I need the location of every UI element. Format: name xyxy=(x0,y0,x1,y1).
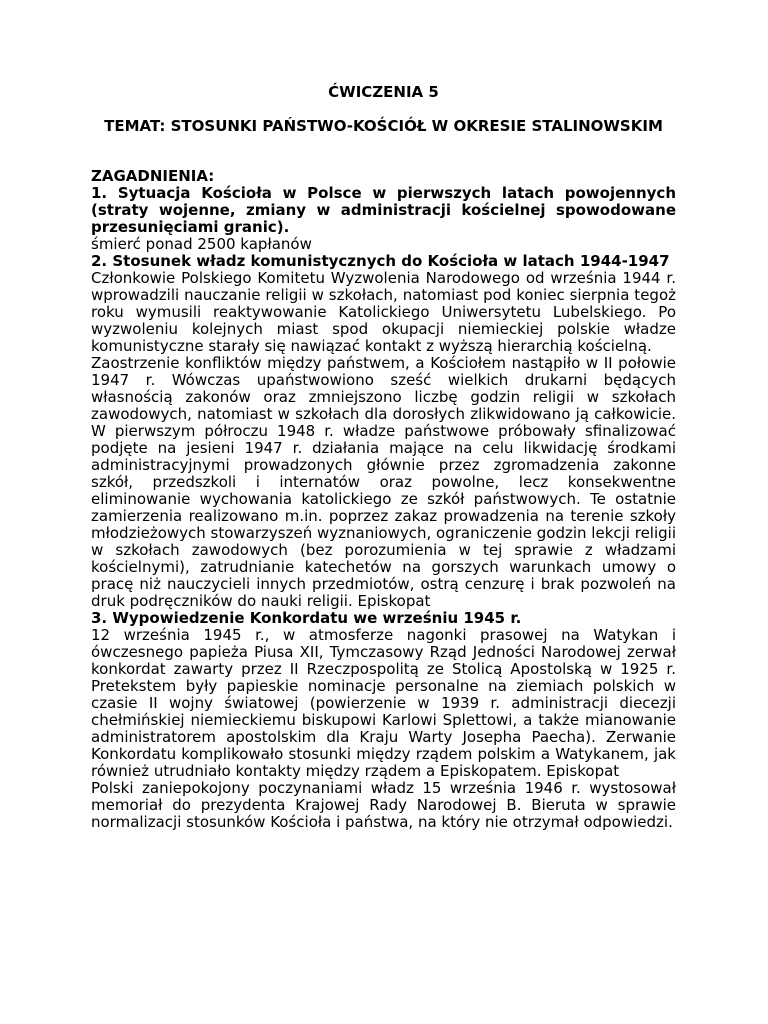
section-2-paragraph-3: w szkołach zawodowych (bez porozumienia w tej sprawie z władzami kościelnymi), zatrudnianie katechetów na gorszych warunkach umowy o pracę niż nauczycieli innych przedmiotów, ostrą cenzurę i brak pozwoleń na druk podręczników do nauki religii. Episkopat xyxy=(91,541,676,610)
section-3-paragraph-2: Polski zaniepokojony poczynaniami władz 15 września 1946 r. wystosował memoriał do prezydenta Krajowej Rady Narodowej B. Bieruta w sprawie normalizacji stosunków Kościoła i państwa, na który nie otrzymał odpowiedzi. xyxy=(91,779,676,831)
document-page xyxy=(91,84,676,831)
section-2-paragraph-1: Członkowie Polskiego Komitetu Wyzwolenia Narodowego od września 1944 r. wprowadzili nauczanie religii w szkołach, natomiast pod koniec sierpnia tegoż roku wymusili reaktywowanie Katolickiego Uniwersytetu Lubelskiego. Po wyzwoleniu kolejnych miast spod okupacji niemieckiej polskie władze komunistyczne starały się nawiązać kontakt z wyższą hierarchią kościelną. xyxy=(91,269,676,355)
section-2-paragraph-2: Zaostrzenie konfliktów między państwem, a Kościołem nastąpiło w II połowie 1947 r. Wówczas upaństwowiono sześć wielkich drukarni będących własnością zakonów oraz zmniejszono liczbę godzin religii w szkołach zawodowych, natomiast w szkołach dla dorosłych zlikwidowano ją całkowicie. W pierwszym półroczu 1948 r. władze państwowe próbowały sfinalizować podjęte na jesieni 1947 r. działania mające na celu likwidację środkami administracyjnymi prowadzonych głównie przez zgromadzenia zakonne szkół, przedszkoli i internatów oraz powolne, lecz konsekwentne eliminowanie wychowania katolickiego ze szkół państwowych. Te ostatnie zamierzenia realizowano m.in. poprzez zakaz prowadzenia na terenie szkoły młodzieżowych stowarzyszeń wyznaniowych, ograniczenie godzin lekcji religii xyxy=(91,354,676,542)
section-1-heading: 1. Sytuacja Kościoła w Polsce w pierwszych latach powojennych (straty wojenne, zmiany w administracji kościelnej spowodowane przesunięciami granic). xyxy=(91,184,676,236)
topics-heading: ZAGADNIENIA: xyxy=(91,167,215,185)
document-title: ĆWICZENIA 5 xyxy=(328,83,439,101)
document-subject: TEMAT: STOSUNKI PAŃSTWO-KOŚCIÓŁ W OKRESIE STALINOWSKIM xyxy=(104,117,663,135)
section-1-note: śmierć ponad 2500 kapłanów xyxy=(91,235,312,253)
section-3-paragraph-1: 12 września 1945 r., w atmosferze nagonki prasowej na Watykan i ówczesnego papieża Piusa XII, Tymczasowy Rząd Jedności Narodowej zerwał konkordat zawarty przez II Rzeczpospolitą ze Stolicą Apostolską w 1925 r. Pretekstem były papieskie nominacje personalne na ziemiach polskich w czasie II wojny światowej (powierzenie w 1939 r. administracji diecezji chełmińskiej niemieckiemu biskupowi Karlowi Splettowi, a także mianowanie administratorem apostolskim dla Kraju Warty Josepha Paecha). Zerwanie Konkordatu komplikowało stosunki między rządem polskim a Watykanem, jak również utrudniało kontakty między rządem a Episkopatem. Episkopat xyxy=(91,626,676,780)
section-3-heading: 3. Wypowiedzenie Konkordatu we wrześniu 1945 r. xyxy=(91,609,522,627)
section-2-heading: 2. Stosunek władz komunistycznych do Kościoła w latach 1944-1947 xyxy=(91,252,670,270)
